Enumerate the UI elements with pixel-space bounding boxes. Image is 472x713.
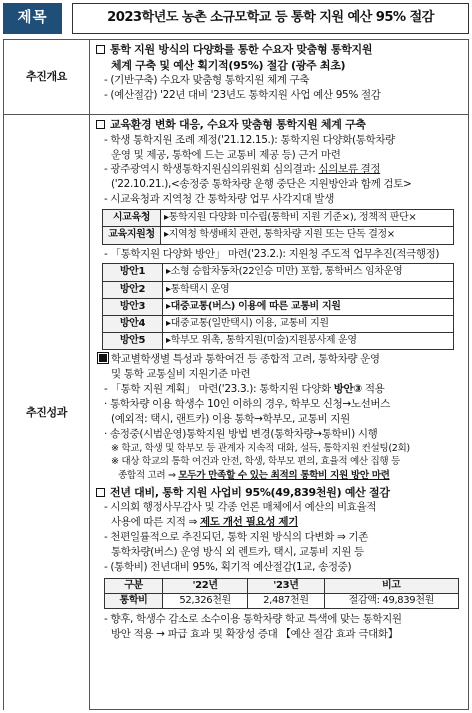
filled-square-icon xyxy=(99,354,107,362)
table-cell-note: 절감액: 49,839천원 xyxy=(324,593,458,608)
overview-bullet-1: - (기반구축) 수요자 맞춤형 통학지원 체계 구축 xyxy=(104,74,310,87)
table-cell-label: 시교육청 xyxy=(103,210,161,227)
table-cell-value: ▸대중교통(일반택시) 이용, 교통비 지원 xyxy=(163,315,454,332)
para-audit: - 시의회 행정사무감사 및 각종 언론 매체에서 예산의 비효율적 xyxy=(104,501,377,514)
section-label-results: 추진성과 xyxy=(4,115,90,710)
table-cell-value: ▸통학지원 다양화 미수립(통학비 지원 기준×), 정책적 판단× xyxy=(161,210,454,227)
document-title: 2023학년도 농촌 소규모학교 등 통학 지원 예산 95% 절감 xyxy=(72,3,469,34)
para-committee-cont: ('22.10.21.),<송정중 통학차량 운행 중단은 지원방안과 함께 검토> xyxy=(111,178,412,191)
table-cell-value: ▸통학택시 운영 xyxy=(163,281,454,298)
table-row xyxy=(103,333,454,350)
checkbox-square-icon xyxy=(96,45,105,54)
para-diversification: - 「통학지원 다양화 방안」 마련('23.2.): 지원청 주도적 업무추진(적극행정) xyxy=(104,247,440,260)
table-row xyxy=(103,210,454,227)
table-cell-value: ▸대중교통(버스) 이용에 따른 교통비 지원 xyxy=(163,298,454,315)
para-plan: - 「통학 지원 계획」 마련('23.3.): 통학지원 다양화 방안③ 적용 xyxy=(104,383,385,396)
plans-table xyxy=(102,263,454,350)
para-criteria: 학교별학생별 특성과 통학여건 등 종합적 고려, 통학차량 운영 xyxy=(96,352,463,367)
table-cell-label: 교육지원청 xyxy=(103,227,161,244)
table-cell-label: 방안2 xyxy=(103,281,163,298)
table-cell-label: 방안1 xyxy=(103,264,163,281)
table-row xyxy=(103,264,454,281)
para-ordinance-cont: 운영 및 제공, 통학에 드는 교통비 제공 등) 근거 마련 xyxy=(111,148,341,161)
table-cell-value: ▸학부모 위촉, 통학지원(미술)지원봉사제 운영 xyxy=(163,333,454,350)
table-row xyxy=(103,315,454,332)
para-future-cont: 방안 적용 → 파급 효과 및 확장성 증대 【예산 절감 효과 극대화】 xyxy=(111,628,398,641)
para-criteria-cont: 및 통학 교통실비 지원기준 마련 xyxy=(111,368,251,381)
para-small-school: · 통학차량 이용 학생수 10인 이하의 경우, 학부모 신청→노선버스 xyxy=(104,398,391,411)
table-row xyxy=(103,281,454,298)
para-audit-cont: 사용에 따른 지적 ⇒ 제도 개선 필요성 제기 xyxy=(111,516,299,529)
overview-heading: 통학 지원 방식의 다양화를 통한 수요자 맞춤형 통학지원 xyxy=(96,42,463,58)
results-heading-2: 전년 대비, 통학 지원 사업비 95%(49,839천원) 예산 절감 xyxy=(96,485,463,501)
table-header-cell: 구분 xyxy=(105,578,163,593)
overview-bullet-2: - (예산절감) '22년 대비 '23년도 통학지원 사업 예산 95% 절감 xyxy=(104,89,381,102)
overview-content xyxy=(91,40,468,114)
table-header-cell: '22년 xyxy=(163,578,248,593)
table-cell-value: ▸소형 승합차동차(22인승 미만) 포함, 통학버스 임차운영 xyxy=(163,264,454,281)
responsibility-gap-table xyxy=(102,209,454,244)
table-cell-2022: 52,326천원 xyxy=(163,593,248,608)
table-cell-label: 방안5 xyxy=(103,333,163,350)
table-cell-label: 방안3 xyxy=(103,298,163,315)
para-committee: - 광주광역시 학생통학지원심의위원회 심의결과: 심의보류 결정 xyxy=(104,163,381,176)
para-blindspot: - 시교육청과 지역청 간 통학차량 업무 사각지대 발생 xyxy=(104,193,335,206)
note-comprehensive: ※ 대상 학교의 통학 여건과 안전, 학생, 학부모 편의, 효율적 예산 집행 등 xyxy=(111,456,400,468)
para-methods-cont: 통학차량(버스) 운영 방식 외 렌트카, 택시, 교통비 지원 등 xyxy=(111,545,364,558)
overview-heading-cont: 체계 구축 및 예산 획기적(95%) 절감 (광주 최초) xyxy=(111,58,346,72)
table-row xyxy=(103,227,454,244)
checkbox-square-icon xyxy=(96,120,105,129)
section-results xyxy=(4,115,468,710)
table-header-cell: 비고 xyxy=(324,578,458,593)
table-cell-label: 방안4 xyxy=(103,315,163,332)
table-row xyxy=(103,298,454,315)
table-cell-label: 통학비 xyxy=(105,593,163,608)
section-label-overview: 추진개요 xyxy=(4,40,90,114)
para-future: - 향후, 학생수 감소로 소수이용 통학차량 학교 특색에 맞는 통학지원 xyxy=(104,613,402,626)
main-table xyxy=(3,39,469,710)
budget-table xyxy=(104,578,459,609)
table-cell-value: ▸지역청 학생배치 관련, 통학차량 지원 또는 단독 결정× xyxy=(161,227,454,244)
title-row xyxy=(3,3,469,34)
para-small-school-cont: (예외적: 택시, 랜트카) 이용 통학→학부모, 교통비 지원 xyxy=(111,412,350,425)
para-songjeong: · 송정중(시범운영)통학지원 방법 변경(통학차량→통학비) 시행 xyxy=(104,427,378,440)
para-methods: - 천편일률적으로 추진되던, 통학 지원 방식의 다변화 ⇒ 기존 xyxy=(104,531,369,544)
para-ordinance: - 학생 통학지원 조례 제정('21.12.15.): 통학지원 다양화(통학차량 xyxy=(104,133,395,146)
section-overview xyxy=(4,40,468,115)
checkbox-square-icon xyxy=(96,488,105,497)
table-row xyxy=(105,593,459,608)
results-content xyxy=(91,115,468,710)
note-consulting: ※ 학교, 학생 및 학부모 등 관계자 지속적 대화, 설득, 통학지원 컨설팅(2회) xyxy=(111,442,410,454)
title-tag: 제목 xyxy=(3,3,62,34)
para-savings: - (통학비) 전년대비 95%, 획기적 예산절감(1교, 송정중) xyxy=(104,560,352,573)
table-header-row xyxy=(105,578,459,593)
note-comprehensive-cont: 종합적 고려 ⇒ 모두가 만족할 수 있는 최적의 통학비 지원 방안 마련 xyxy=(118,470,390,482)
table-cell-2023: 2,487천원 xyxy=(248,593,324,608)
results-heading-1: 교육환경 변화 대응, 수요자 맞춤형 통학지원 체계 구축 xyxy=(96,117,463,133)
table-header-cell: '23년 xyxy=(248,578,324,593)
